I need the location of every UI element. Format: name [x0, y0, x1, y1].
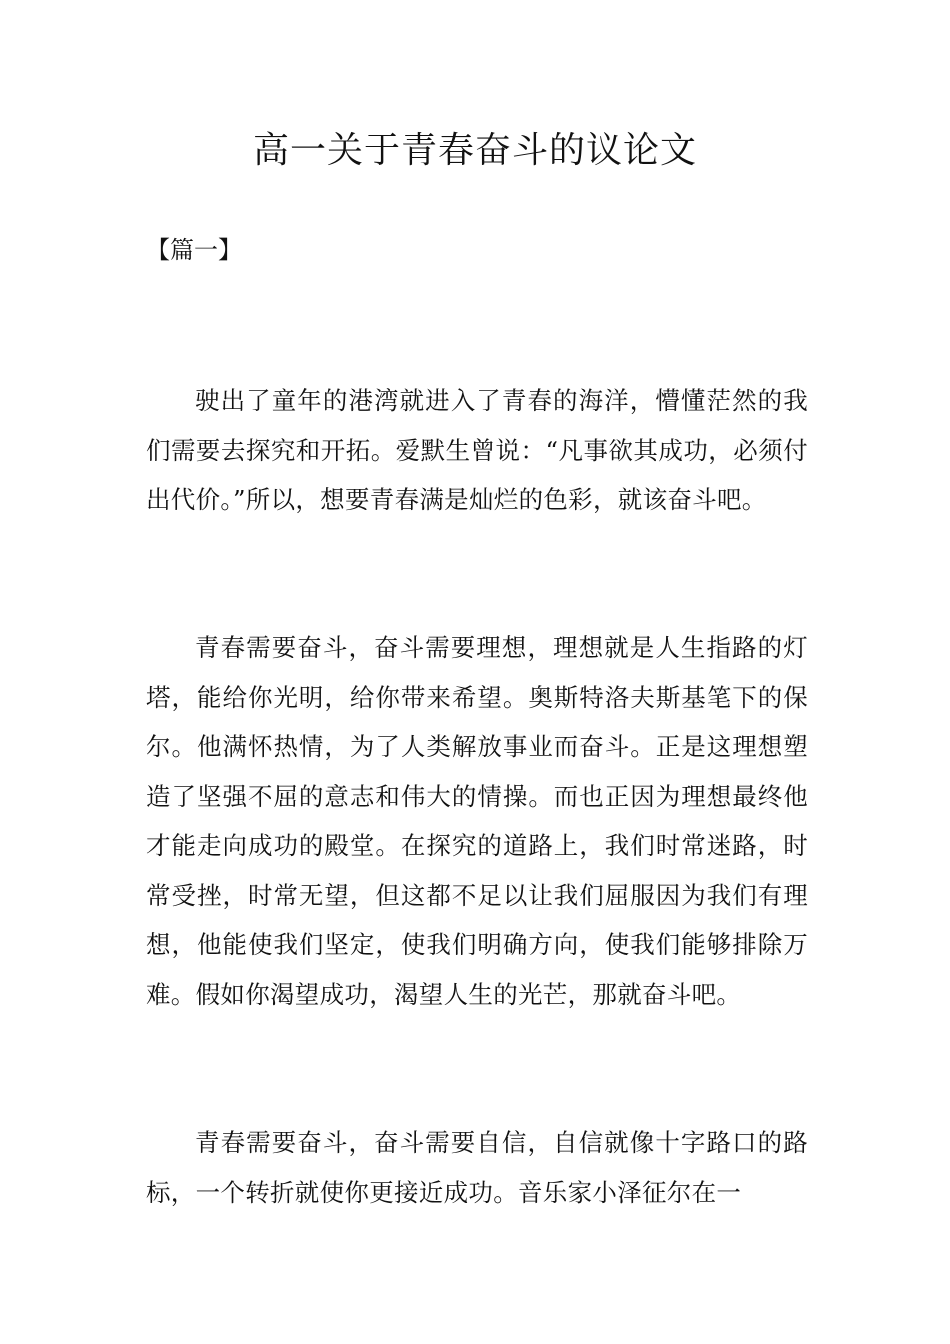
- paragraph-2: 青春需要奋斗，奋斗需要理想，理想就是人生指路的灯塔，能给你光明，给你带来希望。奥斯特洛夫斯基笔下的保尔。他满怀热情，为了人类解放事业而奋斗。正是这理想塑造了坚强不屈的意志和伟大的情操。而也正因为理想最终他才能走向成功的殿堂。在探究的道路上，我们时常迷路，时常受挫，时常无望，但这都不足以让我们屈服因为我们有理想，他能使我们坚定，使我们明确方向，使我们能够排除万难。假如你渴望成功，渴望人生的光芒，那就奋斗吧。: [146, 633, 808, 1009]
- document-title: 高一关于青春奋斗的议论文: [252, 130, 697, 171]
- paragraph-3: 青春需要奋斗，奋斗需要自信，自信就像十字路口的路标，一个转折就使你更接近成功。音乐家小泽征尔在一: [146, 1128, 808, 1207]
- paragraph-1: 驶出了童年的港湾就进入了青春的海洋，懵懂茫然的我们需要去探究和开拓。爱默生曾说：“凡事欲其成功，必须付出代价。”所以，想要青春满是灿烂的色彩，就该奋斗吧。: [146, 386, 808, 514]
- section-label: 【篇一】: [146, 236, 242, 264]
